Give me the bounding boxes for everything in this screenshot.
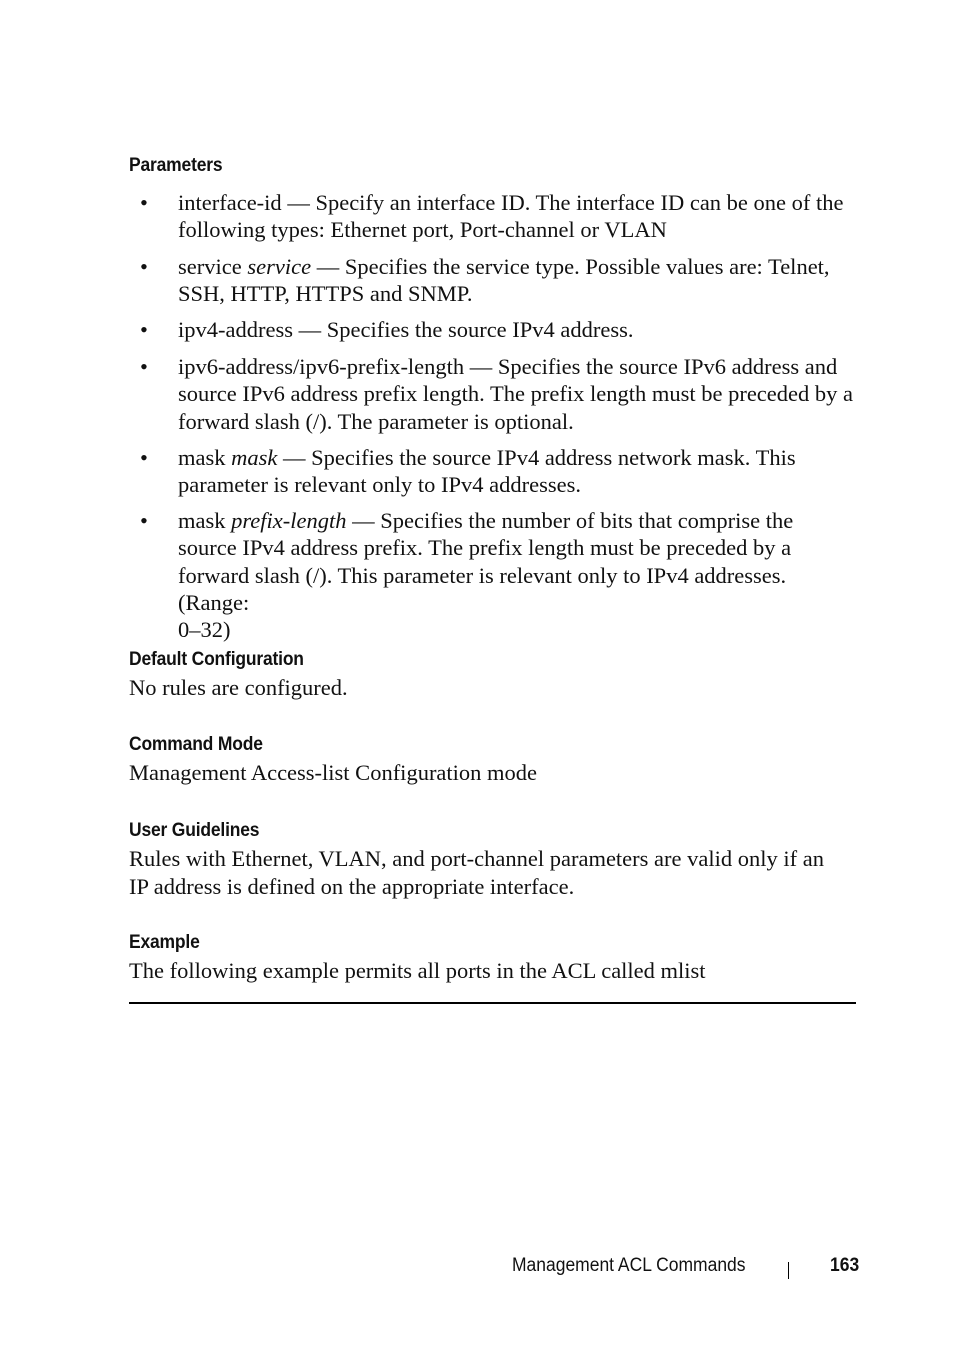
param-term: ipv6-address/ipv6-prefix-length bbox=[178, 354, 465, 379]
param-desc-line: — Specifies the source IPv4 address network mask. This bbox=[277, 445, 796, 470]
param-desc-line: — Specifies the source IPv6 address and bbox=[464, 354, 838, 379]
example-text bbox=[129, 957, 855, 985]
example-heading: Example bbox=[129, 932, 200, 953]
user-guidelines-heading: User Guidelines bbox=[129, 820, 260, 841]
param-desc-line: following types: Ethernet port, Port-channel or VLAN bbox=[178, 217, 667, 243]
param-desc-line: — Specifies the service type. Possible values are: Telnet, bbox=[311, 254, 830, 279]
param-term: interface-id bbox=[178, 190, 282, 215]
param-desc-line: source IPv6 address prefix length. The prefix length must be preceded by a bbox=[178, 381, 853, 407]
param-term: ipv4-address bbox=[178, 317, 293, 342]
parameters-heading: Parameters bbox=[129, 155, 223, 176]
acl-name: mlist bbox=[660, 958, 706, 983]
user-guidelines-line: Rules with Ethernet, VLAN, and port-channel parameters are valid only if an bbox=[129, 846, 824, 871]
footer-chapter-title: Management ACL Commands bbox=[512, 1255, 746, 1276]
param-desc-line: 0–32) bbox=[178, 617, 231, 643]
bullet-icon: • bbox=[140, 317, 148, 342]
param-arg: service bbox=[247, 254, 312, 279]
param-desc-line: — Specifies the number of bits that comprise the bbox=[346, 508, 794, 533]
default-configuration-text: No rules are configured. bbox=[129, 675, 348, 700]
bullet-icon: • bbox=[140, 254, 148, 279]
command-mode-heading: Command Mode bbox=[129, 734, 263, 755]
param-desc-line: SSH, HTTP, HTTPS and SNMP. bbox=[178, 281, 473, 307]
param-term: mask bbox=[178, 508, 226, 533]
bullet-icon: • bbox=[140, 508, 148, 533]
bullet-icon: • bbox=[140, 354, 148, 379]
param-term: mask bbox=[178, 445, 226, 470]
command-mode-text: Management Access-list Configuration mode bbox=[129, 760, 538, 785]
param-desc-line: parameter is relevant only to IPv4 addresses. bbox=[178, 472, 582, 498]
param-desc-line: — Specify an interface ID. The interface ID can be one of the bbox=[281, 190, 844, 215]
bullet-icon: • bbox=[140, 445, 148, 470]
param-arg: prefix-length bbox=[231, 508, 347, 533]
example-text-prefix: The following example permits all ports in the ACL called bbox=[129, 958, 661, 983]
user-guidelines-text bbox=[129, 845, 855, 900]
section-divider bbox=[129, 1002, 856, 1004]
bullet-icon: • bbox=[140, 190, 148, 215]
page-number: 163 bbox=[830, 1255, 860, 1276]
user-guidelines-line: IP address is defined on the appropriate interface. bbox=[129, 873, 575, 899]
param-desc-line: forward slash (/). This parameter is relevant only to IPv4 addresses. (Range: bbox=[178, 562, 787, 615]
param-desc-line: source IPv4 address prefix. The prefix length must be preceded by a bbox=[178, 535, 792, 561]
footer-separator bbox=[788, 1262, 789, 1279]
default-configuration-heading: Default Configuration bbox=[129, 649, 304, 670]
param-desc-line: — Specifies the source IPv4 address. bbox=[292, 317, 634, 342]
param-arg: mask bbox=[231, 445, 278, 470]
param-term: service bbox=[178, 254, 242, 279]
param-desc-line: forward slash (/). The parameter is optional. bbox=[178, 408, 574, 434]
